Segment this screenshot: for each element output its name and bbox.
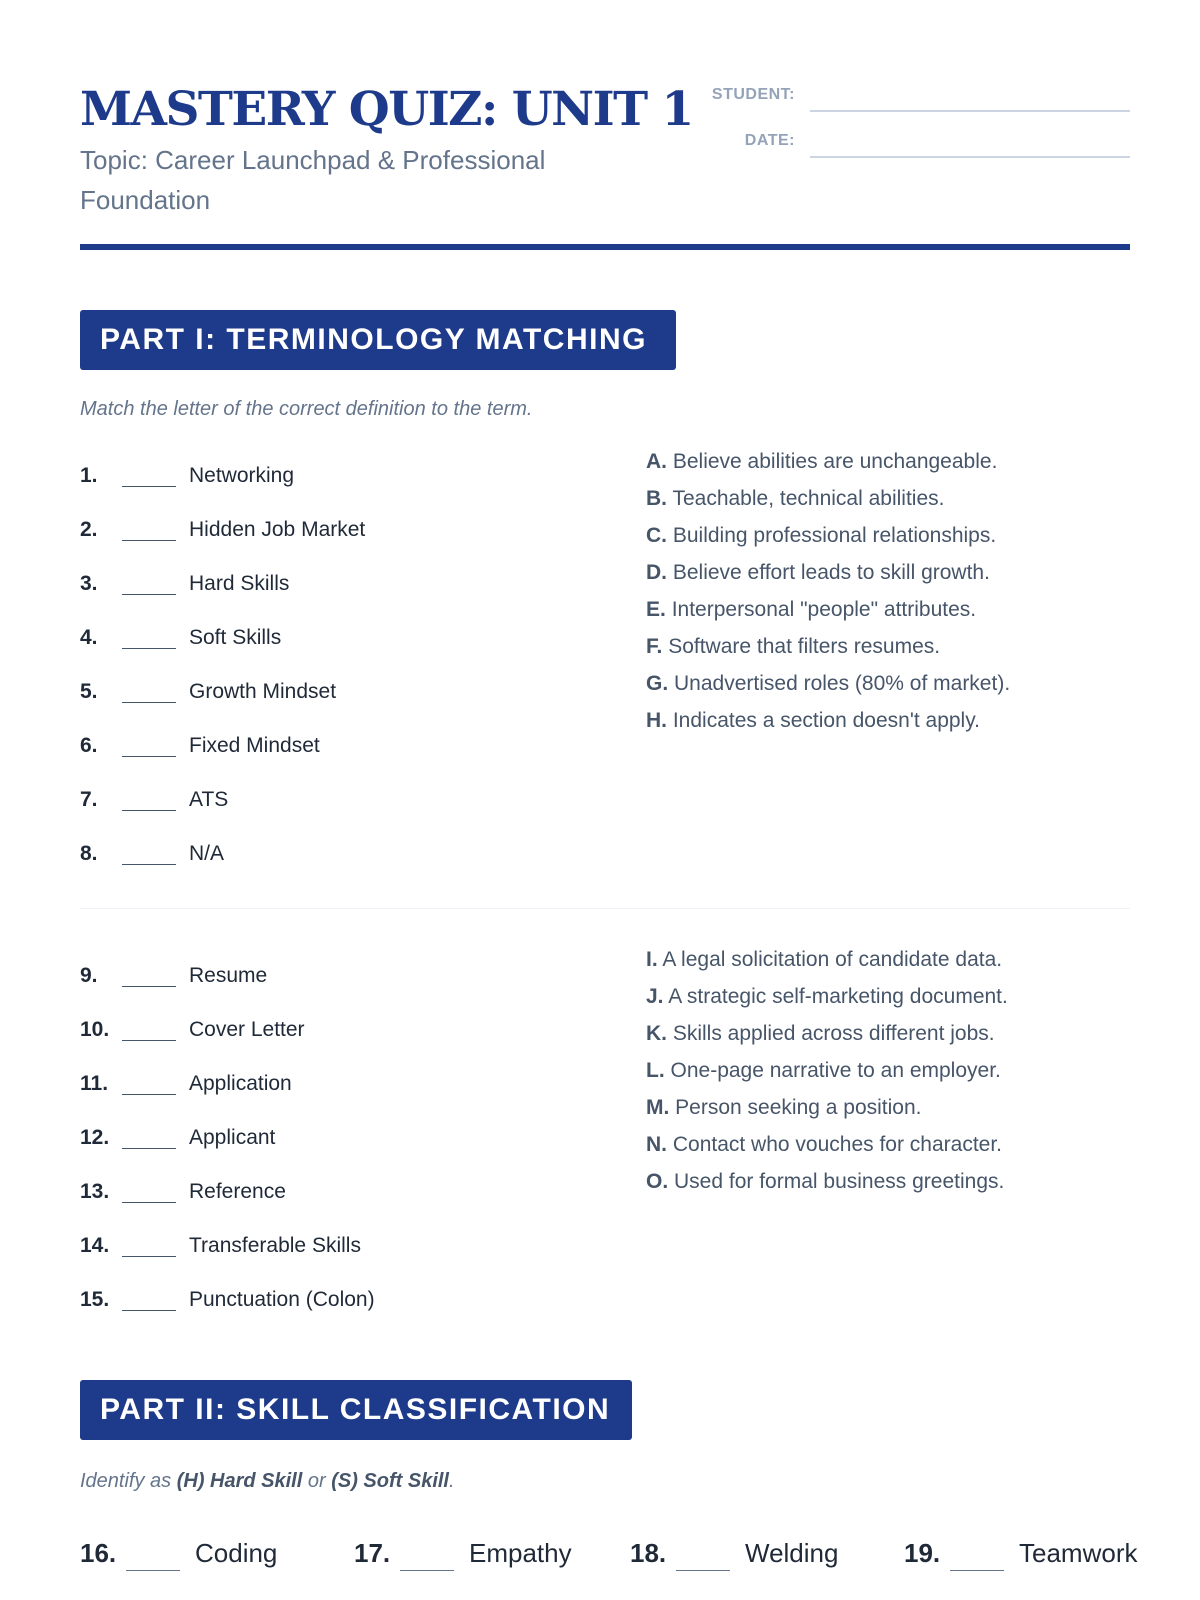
definition-text: Software that filters resumes. <box>668 635 941 658</box>
student-input-line[interactable] <box>810 110 1130 112</box>
definition-text: Interpersonal "people" attributes. <box>671 598 977 621</box>
definition-text: Believe abilities are unchangeable. <box>672 450 998 473</box>
definition-text: Person seeking a position. <box>675 1096 922 1119</box>
term-item <box>80 1284 580 1338</box>
definition-letter: F. <box>646 635 663 658</box>
definition-text: Contact who vouches for character. <box>672 1133 1003 1156</box>
term-label: Fixed Mindset <box>189 734 320 757</box>
term-label: Punctuation (Colon) <box>189 1288 375 1311</box>
item-number: 5. <box>80 680 98 703</box>
definition-item <box>646 985 1136 1022</box>
item-number: 10. <box>80 1018 110 1041</box>
answer-blank[interactable] <box>122 756 176 757</box>
instructions-mid: or <box>302 1470 332 1492</box>
item-number: 6. <box>80 734 98 757</box>
group-divider <box>80 908 1130 909</box>
term-label: Resume <box>189 964 268 987</box>
item-number: 11. <box>80 1072 109 1095</box>
instructions-suffix: . <box>449 1470 455 1492</box>
skill-label: Welding <box>745 1538 839 1568</box>
definition-item <box>646 487 1136 524</box>
item-number: 1. <box>80 464 98 487</box>
term-item <box>80 568 580 622</box>
item-number: 17. <box>354 1538 391 1568</box>
answer-blank[interactable] <box>122 1202 176 1203</box>
student-field[interactable] <box>690 82 1130 112</box>
term-item <box>80 1176 580 1230</box>
date-field[interactable] <box>690 128 1130 158</box>
item-number: 14. <box>80 1234 110 1257</box>
definition-item <box>646 1096 1136 1133</box>
item-number: 3. <box>80 572 98 595</box>
definition-letter: H. <box>646 709 667 732</box>
item-number: 12. <box>80 1126 110 1149</box>
term-label: Reference <box>189 1180 286 1203</box>
definitions-list-group1 <box>646 450 1136 746</box>
definition-letter: G. <box>646 672 669 695</box>
item-number: 16. <box>80 1538 117 1568</box>
term-item <box>80 784 580 838</box>
definition-letter: I. <box>646 948 658 971</box>
definition-letter: D. <box>646 561 667 584</box>
term-label: Transferable Skills <box>189 1234 361 1257</box>
header-divider <box>80 244 1130 250</box>
term-item <box>80 960 580 1014</box>
definition-item <box>646 598 1136 635</box>
answer-blank[interactable] <box>122 594 176 595</box>
definition-text: Teachable, technical abilities. <box>672 487 945 510</box>
answer-blank[interactable] <box>122 702 176 703</box>
definition-text: A legal solicitation of candidate data. <box>662 948 1003 971</box>
part1-banner: PART I: TERMINOLOGY MATCHING <box>80 310 676 370</box>
term-item <box>80 622 580 676</box>
term-item <box>80 838 580 892</box>
definition-text: Indicates a section doesn't apply. <box>672 709 980 732</box>
definition-item <box>646 1022 1136 1059</box>
item-number: 18. <box>630 1538 667 1568</box>
item-number: 4. <box>80 626 98 649</box>
skill-classification-row <box>80 1534 1138 1574</box>
definition-letter: B. <box>646 487 667 510</box>
definition-letter: O. <box>646 1170 669 1193</box>
skill-label: Teamwork <box>1019 1538 1138 1568</box>
definitions-list-group2 <box>646 948 1136 1207</box>
item-number: 15. <box>80 1288 110 1311</box>
definition-letter: N. <box>646 1133 667 1156</box>
item-number: 2. <box>80 518 98 541</box>
definition-text: Unadvertised roles (80% of market). <box>674 672 1011 695</box>
definition-item <box>646 635 1136 672</box>
skill-label: Empathy <box>469 1538 572 1568</box>
term-item <box>80 460 580 514</box>
answer-blank[interactable] <box>122 486 176 487</box>
term-item <box>80 676 580 730</box>
definition-item <box>646 1133 1136 1170</box>
answer-blank[interactable] <box>122 1148 176 1149</box>
answer-blank[interactable] <box>122 540 176 541</box>
term-item <box>80 1068 580 1122</box>
term-label: Hidden Job Market <box>189 518 366 541</box>
answer-blank[interactable] <box>676 1570 730 1571</box>
term-item <box>80 514 580 568</box>
student-label: STUDENT: <box>711 86 795 103</box>
term-label: Cover Letter <box>189 1018 305 1041</box>
definition-letter: M. <box>646 1096 670 1119</box>
term-label: Hard Skills <box>189 572 290 595</box>
item-number: 8. <box>80 842 98 865</box>
answer-blank[interactable] <box>122 1094 176 1095</box>
term-label: Applicant <box>189 1126 276 1149</box>
answer-blank[interactable] <box>122 864 176 865</box>
term-label: Growth Mindset <box>189 680 337 703</box>
term-item <box>80 1014 580 1068</box>
definition-letter: L. <box>646 1059 665 1082</box>
definition-text: A strategic self-marketing document. <box>668 985 1008 1008</box>
hard-skill-key: (H) Hard Skill <box>176 1470 303 1492</box>
definition-item <box>646 524 1136 561</box>
item-number: 19. <box>904 1538 941 1568</box>
answer-blank[interactable] <box>400 1570 454 1571</box>
definition-text: Skills applied across different jobs. <box>672 1022 995 1045</box>
answer-blank[interactable] <box>122 810 176 811</box>
date-label: DATE: <box>744 132 795 149</box>
terms-list-group1 <box>80 460 580 892</box>
part2-instructions <box>80 1470 455 1493</box>
part2-banner: PART II: SKILL CLASSIFICATION <box>80 1380 632 1440</box>
definition-item <box>646 1170 1136 1207</box>
term-label: Networking <box>189 464 295 487</box>
term-label: ATS <box>189 788 229 811</box>
item-number: 9. <box>80 964 98 987</box>
definition-letter: J. <box>646 985 664 1008</box>
soft-skill-key: (S) Soft Skill <box>331 1470 449 1492</box>
term-label: Soft Skills <box>189 626 282 649</box>
definition-letter: E. <box>646 598 666 621</box>
definition-text: One-page narrative to an employer. <box>670 1059 1001 1082</box>
page-title: MASTERY QUIZ: UNIT 1 <box>80 82 693 137</box>
definition-letter: K. <box>646 1022 667 1045</box>
definition-item <box>646 672 1136 709</box>
definition-text: Building professional relationships. <box>672 524 997 547</box>
definition-item <box>646 948 1136 985</box>
definition-text: Believe effort leads to skill growth. <box>672 561 990 584</box>
date-input-line[interactable] <box>810 156 1130 158</box>
item-number: 13. <box>80 1180 110 1203</box>
answer-blank[interactable] <box>126 1570 180 1571</box>
term-item <box>80 1122 580 1176</box>
term-item <box>80 730 580 784</box>
term-label: N/A <box>189 842 225 865</box>
answer-blank[interactable] <box>122 1310 176 1311</box>
term-item <box>80 1230 580 1284</box>
definition-item <box>646 709 1136 746</box>
instructions-prefix: Identify as <box>80 1470 177 1492</box>
answer-blank[interactable] <box>122 1256 176 1257</box>
definition-item <box>646 561 1136 598</box>
answer-blank[interactable] <box>950 1570 1004 1571</box>
definition-item <box>646 450 1136 487</box>
part1-instructions: Match the letter of the correct definition to the term. <box>80 398 533 420</box>
term-label: Application <box>189 1072 292 1095</box>
answer-blank[interactable] <box>122 986 176 987</box>
definition-letter: C. <box>646 524 667 547</box>
skill-label: Coding <box>195 1538 278 1568</box>
answer-blank[interactable] <box>122 648 176 649</box>
answer-blank[interactable] <box>122 1040 176 1041</box>
quiz-page <box>80 0 1138 1600</box>
definition-item <box>646 1059 1136 1096</box>
item-number: 7. <box>80 788 98 811</box>
terms-list-group2 <box>80 960 580 1338</box>
definition-text: Used for formal business greetings. <box>674 1170 1005 1193</box>
page-subtitle: Topic: Career Launchpad & Professional Foundation <box>80 145 546 215</box>
definition-letter: A. <box>646 450 667 473</box>
